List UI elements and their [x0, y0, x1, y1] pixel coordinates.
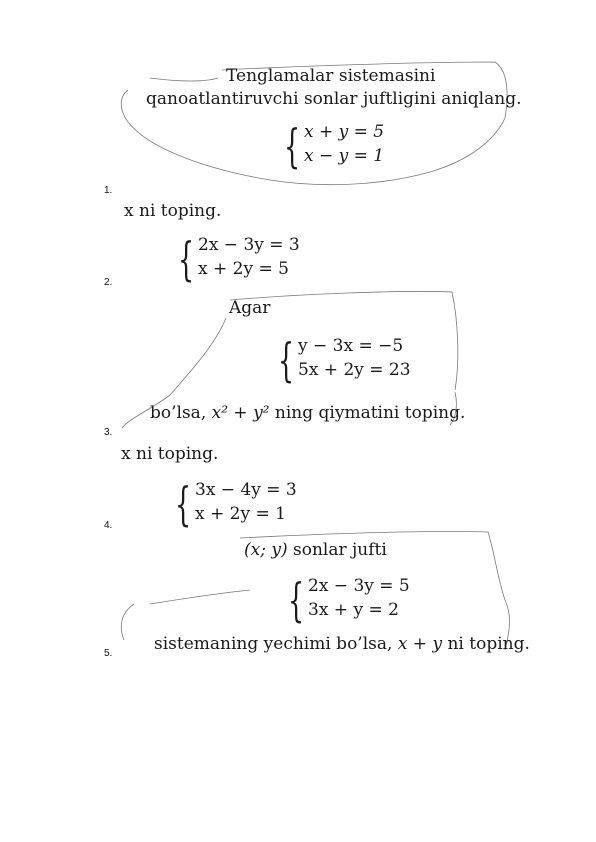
problem-3-equation-system	[278, 333, 428, 387]
problem-5-closing-post: ni toping.	[442, 634, 530, 654]
problem-4-number: 4.	[104, 520, 113, 531]
problem-5-closing	[154, 634, 530, 654]
problem-2-equation-system	[178, 232, 318, 286]
problem-3-closing-pre: bo’lsa,	[150, 403, 212, 423]
problem-5-number: 5.	[104, 648, 113, 659]
problem-5-closing-expression: x + y	[397, 634, 443, 654]
left-brace-icon: {	[284, 119, 301, 173]
left-brace-icon: {	[178, 232, 195, 286]
problem-5-closing-pre: sistemaning yechimi bo’lsa,	[154, 634, 398, 654]
problem-1-text-line2: qanoatlantiruvchi sonlar juftligini aniqlang.	[146, 89, 522, 109]
problem-2-equation-2: x + 2y = 5	[198, 259, 289, 279]
problem-1-equation-2: x − y = 1	[304, 146, 385, 166]
left-brace-icon: {	[288, 573, 305, 627]
problem-1-equation-system	[284, 119, 424, 173]
problem-5-intro	[244, 540, 387, 560]
problem-3-number: 3.	[104, 427, 113, 438]
problem-4-equation-system	[175, 477, 315, 531]
problem-3-equation-2: 5x + 2y = 23	[298, 360, 411, 380]
problem-2-equation-1: 2x − 3y = 3	[198, 235, 300, 255]
problem-3-equation-1: y − 3x = −5	[298, 336, 404, 356]
problem-4-equation-2: x + 2y = 1	[195, 504, 286, 524]
problem-5-equation-1: 2x − 3y = 5	[308, 576, 410, 596]
problem-5-intro-expression: (x; y)	[244, 540, 288, 560]
left-brace-icon: {	[278, 333, 295, 387]
problem-3-closing-expression: x² + y²	[211, 403, 270, 423]
left-brace-icon: {	[175, 477, 192, 531]
problem-5-intro-post: sonlar jufti	[287, 540, 387, 560]
problem-5-equation-2: 3x + y = 2	[308, 600, 399, 620]
problem-3-closing-post: ning qiymatini toping.	[269, 403, 466, 423]
problem-4-equation-1: 3x − 4y = 3	[195, 480, 297, 500]
problem-2-text: x ni toping.	[124, 201, 222, 221]
problem-2-number: 2.	[104, 277, 113, 288]
problem-3-closing	[150, 403, 465, 423]
problem-3-intro: Agar	[229, 298, 271, 318]
problem-1-text-line1: Tenglamalar sistemasini	[226, 66, 436, 86]
problem-4-text: x ni toping.	[121, 444, 219, 464]
problem-1-equation-1: x + y = 5	[304, 122, 385, 142]
problem-5-equation-system	[288, 573, 428, 627]
problem-1-number: 1.	[104, 185, 113, 196]
